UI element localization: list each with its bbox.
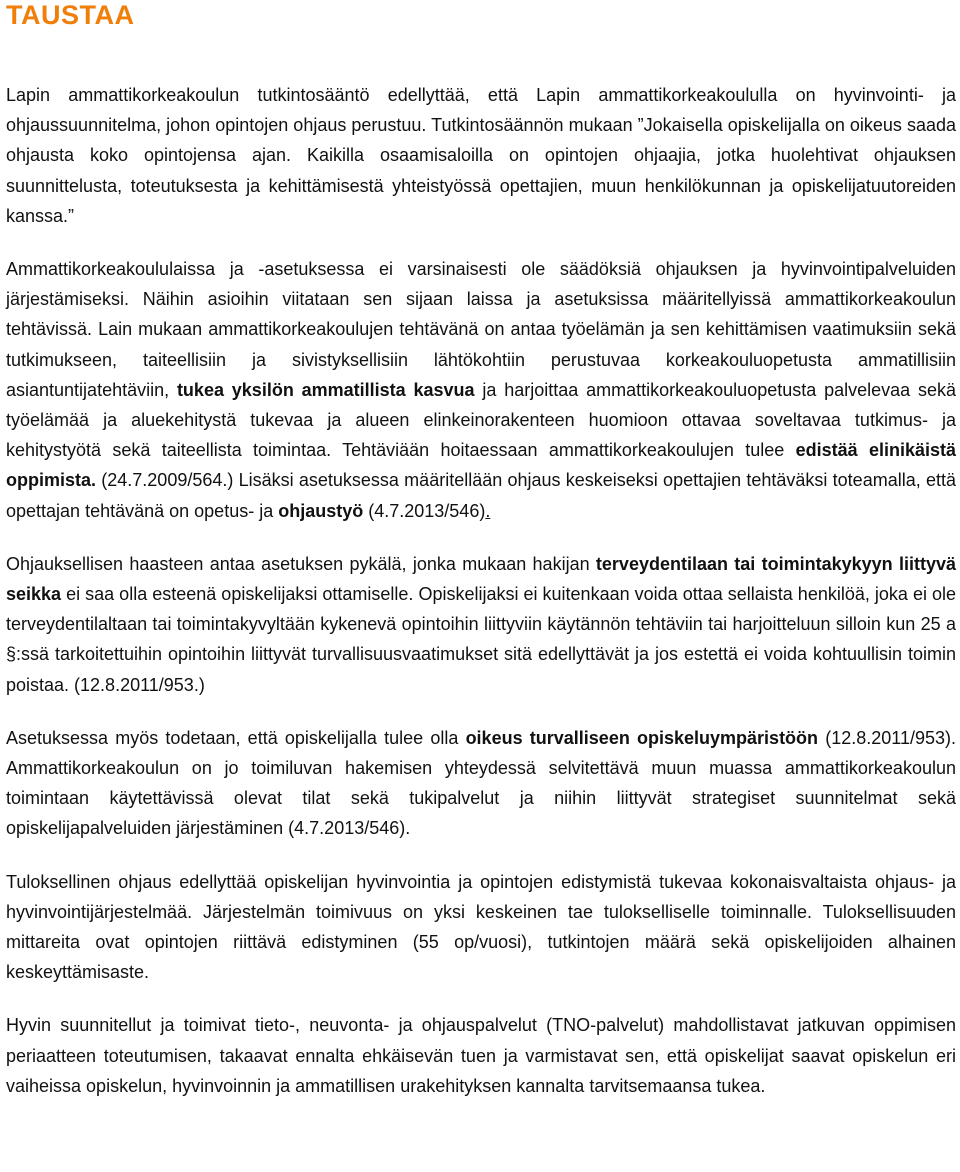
paragraph-text: (4.7.2013/546) xyxy=(363,500,486,521)
paragraph-text: (12.8.2011/953). Ammattikorkeakoulun on jo toimiluvan hakemisen yhteydessä selvitettävä muun muassa ammattikorkeakoulun toimintaan käytettävissä olevat tilat sekä tukipalvelut ja niihin liittyvät strategiset suunnitelmat sekä opiskelijapalveluiden järjestäminen (4.7.2013/546). xyxy=(6,727,956,839)
paragraph-text: (24.7.2009/564.) Lisäksi asetuksessa määritellään ohjaus keskeiseksi opettajien tehtäväksi toteamalla, että opettajan tehtävänä on opetus- ja xyxy=(6,470,956,521)
paragraph-text: Ammattikorkeakoululaissa ja -asetuksessa ei varsinaisesti ole säädöksiä ohjauksen ja hyvinvointipalveluiden järjestämiseksi. Näihin asioihin viitataan sen sijaan laissa ja asetuksissa määritellyissä ammattikorkeakoulun tehtävissä. Lain mukaan ammattikorkeakoulujen tehtävänä on antaa työelämän ja sen kehittämisen vaatimuksiin sekä tutkimukseen, taiteellisiin ja sivistyksellisiin lähtökohtiin perustuvaa korkeakouluopetusta ammatillisiin asiantuntijatehtäviin, xyxy=(6,259,956,400)
paragraph-text: ja harjoittaa ammattikorkeakouluopetusta palvelevaa sekä työelämää ja aluekehitystä tukevaa ja alueen elinkeinorakenteen huomioon ottavaa soveltavaa tutkimus- ja kehitystyötä sekä taiteellista toimintaa. Tehtäviään hoitaessaan ammattikorkeakoulujen tulee xyxy=(6,379,956,461)
bold-phrase: ohjaustyö xyxy=(278,500,364,521)
paragraph-text: ei saa olla esteenä opiskelijaksi ottamiselle. Opiskelijaksi ei kuitenkaan voida ottaa sellaista henkilöä, joka ei ole terveydentilaltaan tai toimintakyvyltään kykenevä opintoihin liittyviin käytännön tehtäviin tai harjoitteluun silloin kun 25 a §:ssä tarkoitettuihin opintoihin liittyvät turvallisuusvaatimukset sitä edellyttävät ja jos estettä ei voida kohtuullisin toimin poistaa. (12.8.2011/953.) xyxy=(6,584,956,695)
bold-phrase: oikeus turvalliseen opiskeluympäristöön xyxy=(465,727,819,748)
bold-phrase: edistää elinikäistä oppimista. xyxy=(6,440,956,491)
paragraph-text: Asetuksessa myös todetaan, että opiskelijalla tulee olla xyxy=(6,727,466,748)
paragraph-text: Lapin ammattikorkeakoulun tutkintosääntö edellyttää, että Lapin ammattikorkeakoululla on hyvinvointi- ja ohjaussuunnitelma, johon opintojen ohjaus perustuu. Tutkintosäännön mukaan ”Jokaisella opiskelijalla on oikeus saada ohjausta koko opintojensa ajan. Kaikilla osaamisaloilla on opintojen ohjaajia, jotka huolehtivat ohjauksen suunnittelusta, toteutuksesta ja kehittämisestä yhteistyössä opettajien, muun henkilökunnan ja opiskelijatuutoreiden kanssa.” xyxy=(6,85,956,226)
page-title: TAUSTAA xyxy=(6,0,135,30)
bold-phrase: tukea yksilön ammatillista kasvua xyxy=(176,379,475,400)
document-page xyxy=(6,0,956,1101)
paragraph-turvallinen-ymparisto xyxy=(6,723,956,844)
paragraph-tno-palvelut xyxy=(6,1010,956,1101)
paragraph-tutkintosaanto xyxy=(6,80,956,231)
paragraph-ammattikorkeakoululaki xyxy=(6,254,956,526)
paragraph-tuloksellinen-ohjaus xyxy=(6,867,956,988)
underlined-period: . xyxy=(485,500,491,521)
paragraph-text: Tuloksellinen ohjaus edellyttää opiskelijan hyvinvointia ja opintojen edistymistä tukevaa kokonaisvaltaista ohjaus- ja hyvinvointijärjestelmää. Järjestelmän toimivuus on yksi keskeinen tae tulokselliselle toiminnalle. Tuloksellisuuden mittareita ovat opintojen riittävä edistyminen (55 op/vuosi), tutkintojen määrä sekä opiskelijoiden alhainen keskeyttämisaste. xyxy=(6,871,956,983)
paragraph-ohjauksellinen-haaste xyxy=(6,549,956,700)
bold-phrase: terveydentilaan tai toimintakykyyn liittyvä seikka xyxy=(6,553,957,605)
paragraph-text: Ohjauksellisen haasteen antaa asetuksen pykälä, jonka mukaan hakijan xyxy=(6,553,596,574)
paragraph-text: Hyvin suunnitellut ja toimivat tieto-, neuvonta- ja ohjauspalvelut (TNO-palvelut) mahdollistavat jatkuvan oppimisen periaatteen toteutumisen, takaavat ennalta ehkäisevän tuen ja varmistavat sen, että opiskelijat saavat opiskelun eri vaiheissa opiskelun, hyvinvoinnin ja ammatillisen urakehityksen kannalta tarvitsemaansa tukea. xyxy=(6,1015,956,1096)
